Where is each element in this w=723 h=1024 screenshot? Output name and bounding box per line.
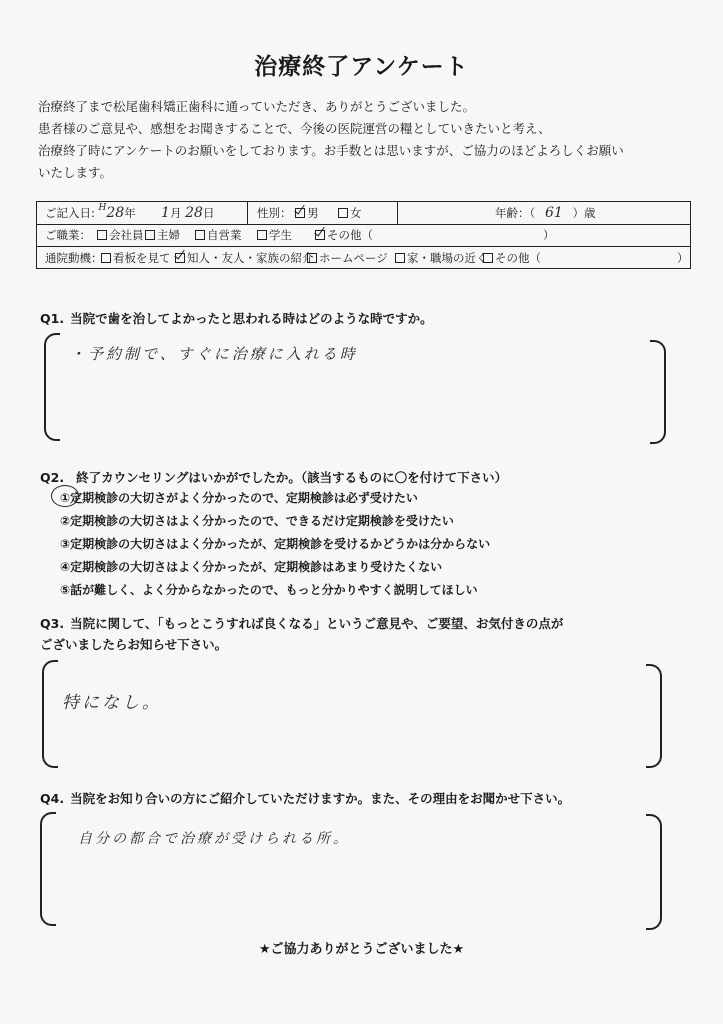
occupation-option[interactable] (195, 224, 242, 246)
footer-thanks: ★ご協力ありがとうございました★ (258, 942, 465, 957)
q3-question-line2: ございましたらお知らせ下さい。 (40, 637, 228, 652)
checkbox-female[interactable] (338, 208, 348, 218)
intro-line: 治療終了まで松尾歯科矯正歯科に通っていただき、ありがとうございました。 (38, 99, 476, 114)
checkbox[interactable] (97, 230, 107, 240)
q3-answer-box-left (42, 660, 58, 768)
date-year-suffix: 年 (124, 206, 136, 220)
q1-text: 当院で歯を治してよかったと思われる時はどのような時ですか。 (70, 311, 433, 326)
date-year-era: H (98, 203, 107, 213)
date-year-value: 28 (106, 205, 125, 221)
q1-answer[interactable]: ・予約制で、すぐに治療に入れる時 (70, 345, 358, 363)
q2-option-4[interactable]: ④定期検診の大切さはよく分かったが、定期検診はあまり受けたくない (60, 560, 443, 574)
intro-line: 患者様のご意見や、感想をお聞きすることで、今後の医院運営の糧としていきたいと考え、 (38, 121, 551, 136)
q4-answer-box-left (40, 812, 56, 926)
motive-option[interactable] (101, 247, 171, 269)
checkbox[interactable] (307, 253, 317, 263)
info-row-motive (37, 247, 690, 269)
option-label: 主婦 (157, 228, 180, 242)
checkbox[interactable] (195, 230, 205, 240)
option-label: 学生 (269, 228, 292, 242)
date-month-suffix: 月 (169, 206, 182, 220)
motive-option[interactable] (175, 247, 314, 269)
info-table (36, 201, 691, 269)
age-label: 年齢：（ (495, 206, 536, 220)
date-day-value: 28 (185, 205, 203, 221)
motive-option[interactable] (307, 247, 388, 269)
q4-answer-box-right (646, 814, 662, 930)
motive-label: 通院動機： (45, 251, 103, 265)
occupation-option[interactable] (145, 224, 180, 246)
intro-line: 治療終了時にアンケートのお願いをしております。お手数とは思いますが、ご協力のほどよろしくお願い (38, 143, 624, 158)
q2-option-5[interactable]: ⑤話が難しく、よく分からなかったので、もっと分かりやすく説明してほしい (60, 583, 478, 597)
age-field[interactable] (495, 202, 596, 224)
sex-field (257, 202, 361, 224)
checkbox-male[interactable] (295, 208, 305, 218)
occupation-label: ご職業： (45, 228, 91, 242)
q1-question (40, 309, 433, 327)
date-label: ご記入日: (45, 206, 95, 220)
date-day-suffix: 日 (202, 206, 215, 220)
checkbox[interactable] (483, 253, 493, 263)
q4-question (40, 789, 570, 807)
q2-text: 終了カウンセリングはいかがでしたか。（該当するものに〇を付けて下さい） (76, 470, 508, 485)
option-label: その他（ (495, 251, 541, 265)
q3-text-line1: 当院に関して、「もっとこうすれば良くなる」というご意見や、ご要望、お気付きの点が (70, 616, 564, 631)
motive-close: ） (677, 251, 689, 265)
option-label: ホームページ (319, 251, 388, 265)
option-label: その他（ (327, 228, 373, 242)
date-field[interactable] (45, 202, 214, 226)
q2-number: Q2. (40, 470, 65, 485)
q2-question (40, 468, 507, 486)
occupation-option[interactable] (315, 224, 373, 246)
q4-text: 当院をお知り合いの方にご紹介していただけますか。また、その理由をお聞かせ下さい。 (70, 791, 571, 806)
divider (247, 202, 248, 224)
q2-option-1[interactable]: ①定期検診の大切さがよく分かったので、定期検診は必ず受けたい (60, 491, 418, 505)
q4-number: Q4. (40, 791, 65, 806)
occupation-close: ） (543, 228, 555, 242)
sex-female-label: 女 (349, 206, 362, 220)
q3-number: Q3. (40, 616, 65, 631)
option-label: 知人・友人・家族の紹介 (187, 251, 314, 265)
date-month-value: 1 (161, 205, 170, 221)
q2-option-3[interactable]: ③定期検診の大切さはよく分かったが、定期検診を受けるかどうかは分からない (60, 537, 491, 551)
checkbox[interactable] (257, 230, 267, 240)
checkbox[interactable] (315, 230, 325, 240)
motive-option[interactable] (483, 247, 541, 269)
intro-text (38, 96, 688, 184)
occupation-option[interactable] (257, 224, 292, 246)
age-suffix: ）歳 (572, 206, 596, 220)
sex-male-label: 男 (307, 206, 319, 220)
checkbox[interactable] (395, 253, 405, 263)
option-label: 自営業 (207, 228, 242, 242)
occupation-option[interactable] (97, 224, 144, 246)
q3-answer[interactable]: 特になし。 (62, 693, 162, 713)
q4-answer[interactable]: 自分の都合で治療が受けられる所。 (78, 831, 350, 847)
checkbox[interactable] (101, 253, 111, 263)
motive-option[interactable] (395, 247, 488, 269)
option-label: 家・職場の近く (407, 251, 488, 265)
page-title: 治療終了アンケート (254, 54, 469, 80)
q1-answer-box-left (44, 333, 60, 441)
divider (397, 202, 398, 224)
q1-answer-box-right (650, 340, 666, 444)
intro-line: いたします。 (38, 165, 113, 180)
option-label: 会社員 (109, 228, 144, 242)
q1-number: Q1. (40, 311, 65, 326)
info-row-date (37, 202, 690, 225)
sex-label: 性別： (257, 206, 292, 220)
age-value: 61 (544, 205, 563, 221)
checkbox[interactable] (145, 230, 155, 240)
q3-answer-box-right (646, 664, 662, 768)
info-row-occupation (37, 224, 690, 247)
q3-question (40, 614, 563, 632)
option-label: 看板を見て (113, 251, 171, 265)
checkbox[interactable] (175, 253, 185, 263)
q2-option-2[interactable]: ②定期検診の大切さはよく分かったので、できるだけ定期検診を受けたい (60, 514, 454, 528)
